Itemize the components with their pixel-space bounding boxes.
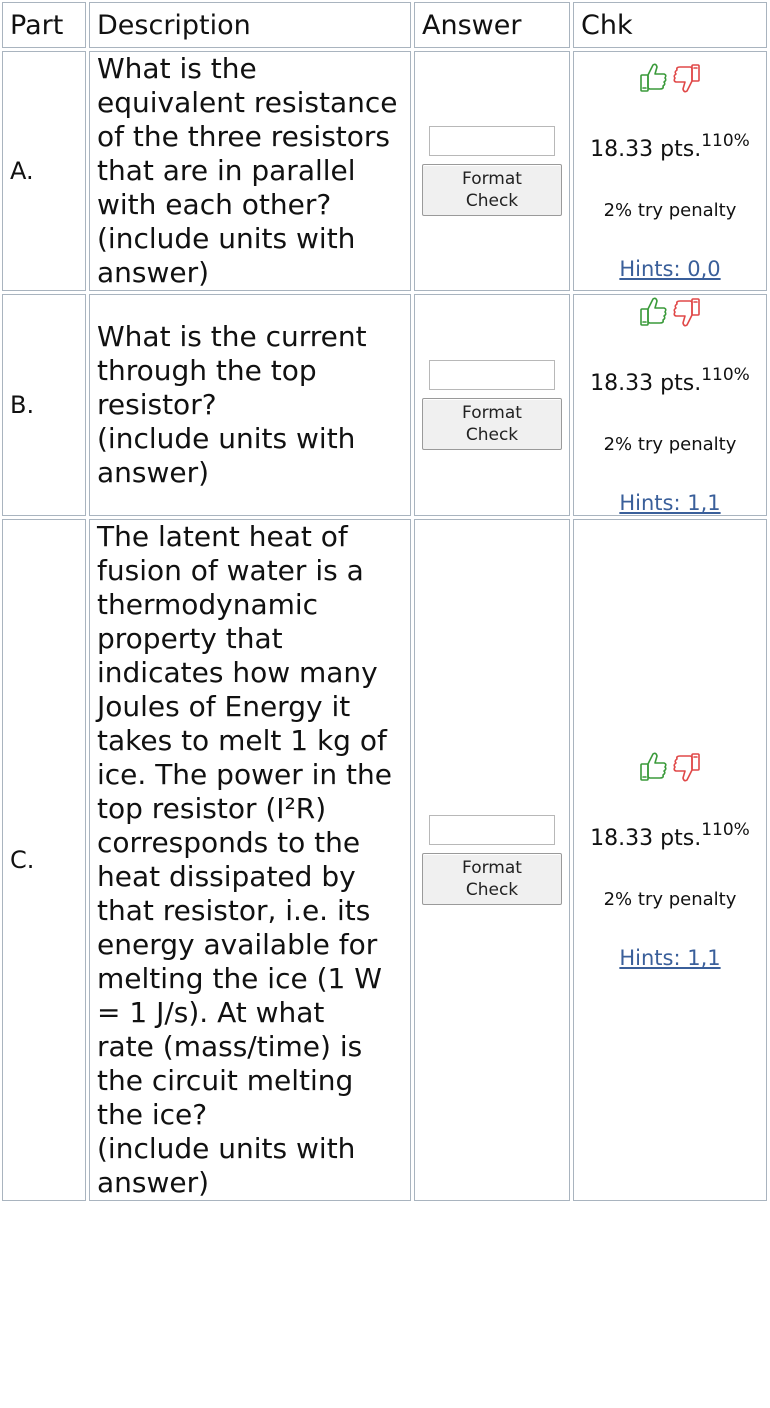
answer-input[interactable] (429, 360, 555, 390)
description-line: energy available for (97, 928, 378, 961)
description-line: property that (97, 622, 283, 655)
format-check-button[interactable] (422, 398, 562, 450)
format-check-label-1: Format (462, 403, 522, 423)
format-check-label-2: Check (465, 880, 519, 900)
description-line: corresponds to the (97, 826, 361, 859)
description-line: melting the ice (1 W (97, 962, 382, 995)
description-line: resistor? (97, 388, 217, 421)
description-line: through the top (97, 354, 317, 387)
question-row (2, 51, 767, 291)
format-check-label-1: Format (462, 858, 522, 878)
description-line: answer) (97, 1166, 210, 1199)
points-text (581, 820, 759, 851)
answer-cell (414, 519, 570, 1201)
part-letter: C. (10, 846, 35, 874)
question-row (2, 294, 767, 516)
thumbs-up-icon (638, 61, 668, 95)
header-description: Description (89, 2, 411, 48)
description-line: of the three resistors (97, 120, 391, 153)
description-line: takes to melt 1 kg of (97, 724, 387, 757)
description-line: What is the current (97, 320, 367, 353)
try-penalty-text: 2% try penalty (603, 889, 737, 910)
header-part: Part (2, 2, 86, 48)
points-value: 18.33 pts. (590, 371, 702, 396)
feedback-icons (581, 295, 759, 329)
description-line: that are in parallel (97, 154, 356, 187)
points-percent: 110% (701, 365, 750, 385)
description-line: the ice? (97, 1098, 208, 1131)
format-check-label-2: Check (465, 191, 519, 211)
points-value: 18.33 pts. (590, 826, 702, 851)
description-line: top resistor (I²R) (97, 792, 327, 825)
hints-link[interactable]: Hints: 0,0 (619, 257, 721, 281)
thumbs-up-icon (638, 750, 668, 784)
header-row (2, 2, 767, 48)
question-rows (2, 51, 767, 1201)
description-line: (include units with (97, 222, 356, 255)
thumbs-up-icon (638, 295, 668, 329)
feedback-icons (581, 61, 759, 95)
description-line: heat dissipated by (97, 860, 356, 893)
description-line: answer) (97, 256, 210, 289)
description-line: (include units with (97, 1132, 356, 1165)
description-line: indicates how many (97, 656, 378, 689)
points-value: 18.33 pts. (590, 137, 702, 162)
check-cell (573, 294, 767, 516)
answer-input[interactable] (429, 815, 555, 845)
points-percent: 110% (701, 131, 750, 151)
hints-link[interactable]: Hints: 1,1 (619, 491, 721, 515)
part-letter: B. (10, 391, 35, 419)
part-label (2, 294, 86, 516)
header-answer: Answer (414, 2, 570, 48)
description-line: that resistor, i.e. its (97, 894, 371, 927)
description-line: rate (mass/time) is (97, 1030, 363, 1063)
description-line: ice. The power in the (97, 758, 392, 791)
description-line: thermodynamic (97, 588, 319, 621)
header-chk: Chk (573, 2, 767, 48)
part-letter: A. (10, 157, 34, 185)
description-line: with each other? (97, 188, 332, 221)
points-text (581, 365, 759, 396)
part-label (2, 51, 86, 291)
question-description (89, 51, 411, 291)
question-row (2, 519, 767, 1201)
thumbs-down-icon (672, 61, 702, 95)
question-description (89, 294, 411, 516)
description-line: (include units with (97, 422, 356, 455)
description-line: equivalent resistance (97, 86, 398, 119)
answer-cell (414, 51, 570, 291)
check-cell (573, 51, 767, 291)
format-check-label-1: Format (462, 169, 522, 189)
description-line: = 1 J/s). At what (97, 996, 325, 1029)
question-description (89, 519, 411, 1201)
thumbs-down-icon (672, 295, 702, 329)
description-line: the circuit melting (97, 1064, 354, 1097)
description-line: Joules of Energy it (97, 690, 351, 723)
format-check-button[interactable] (422, 853, 562, 905)
feedback-icons (581, 750, 759, 784)
thumbs-down-icon (672, 750, 702, 784)
format-check-button[interactable] (422, 164, 562, 216)
try-penalty-text: 2% try penalty (603, 200, 737, 221)
points-percent: 110% (701, 820, 750, 840)
points-text (581, 131, 759, 162)
part-label (2, 519, 86, 1201)
description-line: fusion of water is a (97, 554, 364, 587)
description-line: What is the (97, 52, 257, 85)
check-cell (573, 519, 767, 1201)
description-line: The latent heat of (97, 520, 348, 553)
description-line: answer) (97, 456, 210, 489)
answer-cell (414, 294, 570, 516)
format-check-label-2: Check (465, 425, 519, 445)
answer-input[interactable] (429, 126, 555, 156)
try-penalty-text: 2% try penalty (603, 434, 737, 455)
hints-link[interactable]: Hints: 1,1 (619, 946, 721, 970)
